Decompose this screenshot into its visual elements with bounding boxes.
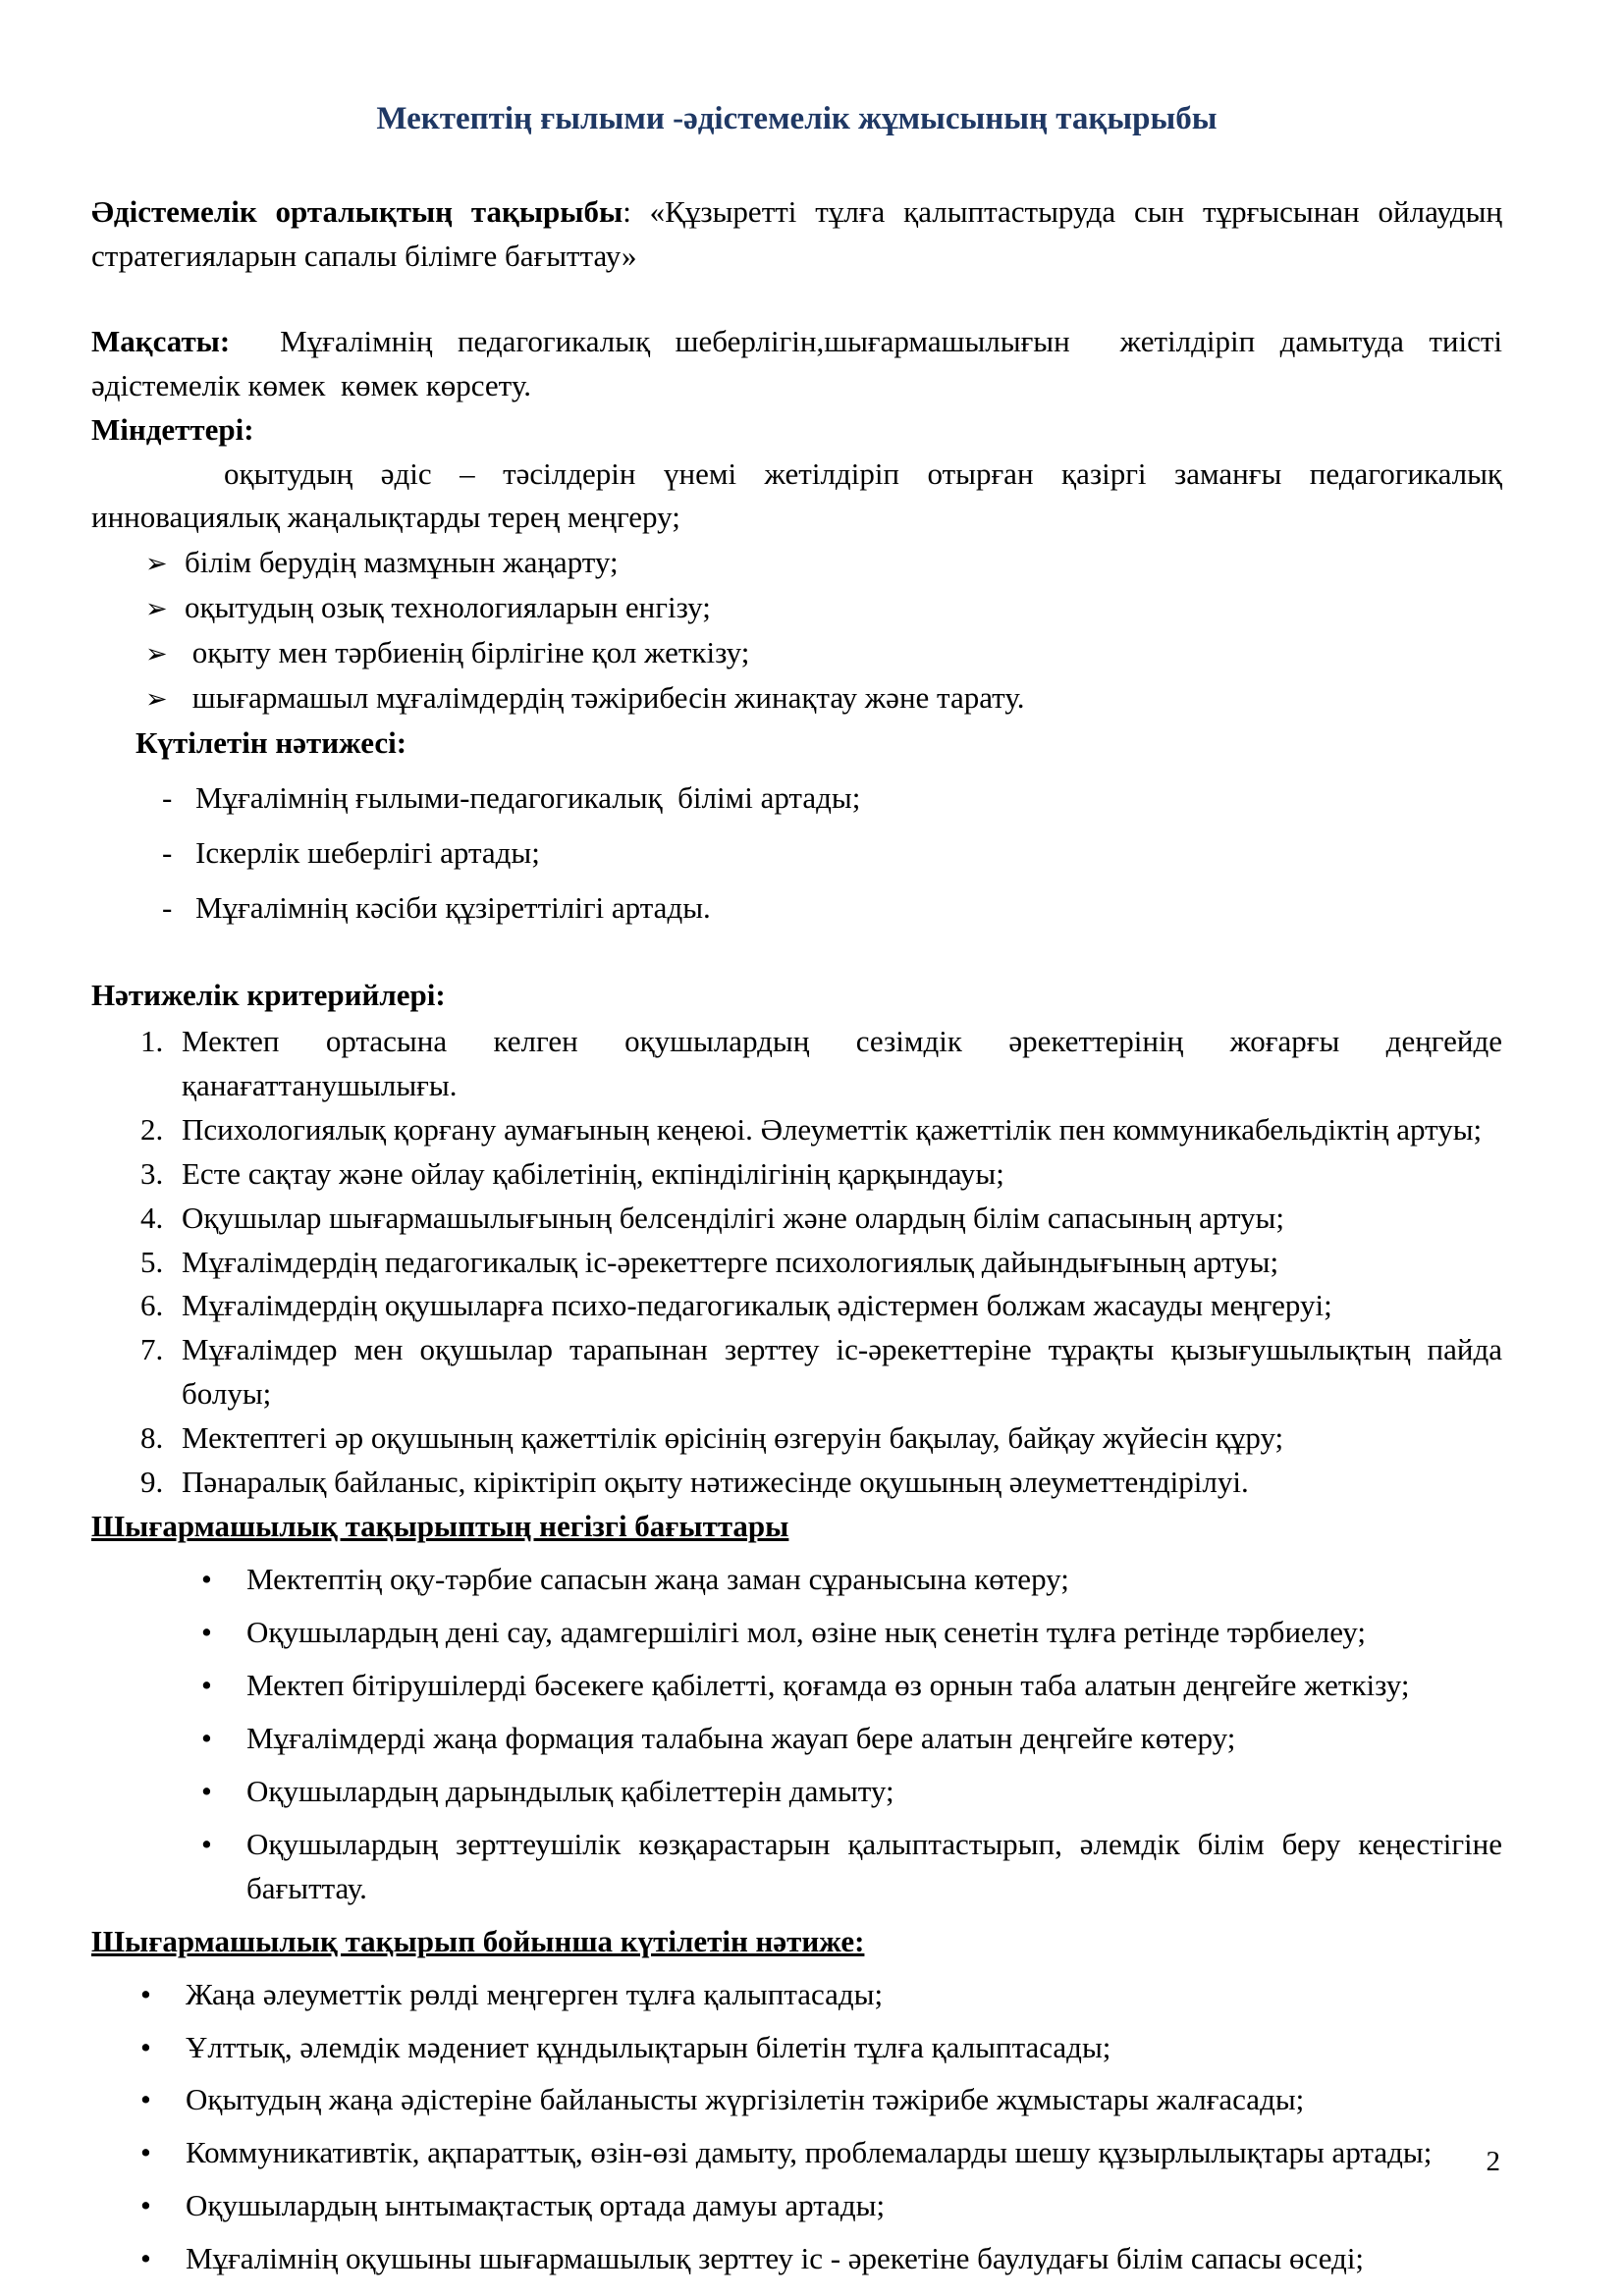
item-number: 5. <box>140 1244 164 1279</box>
list-item <box>140 1241 1502 1285</box>
page-title: Мектептің ғылыми -әдістемелік жұмысының тақырыбы <box>376 101 1218 136</box>
criteria-item-text: Есте сақтау және ойлау қабілетінің, екпінділігінің қарқындауы; <box>182 1155 1004 1191</box>
arrow-bullet-icon: ➢ <box>145 594 168 624</box>
tasks-intro-paragraph: оқытудың әдіс – тәсілдерін үнемі жетілдіріп отырған қазіргі заманғы педагогикалық инновациялық жаңалықтарды терең меңгеру; <box>91 455 1502 535</box>
list-item <box>140 2131 1502 2175</box>
methodical-center-paragraph <box>91 190 1510 279</box>
direction-item-text: Мұғалімдерді жаңа формация талабына жауап бере алатын деңгейге көтеру; <box>246 1720 1236 1755</box>
direction-item-text: Оқушылардың зерттеушілік көзқарастарын қалыптастырып, әлемдік білім беру кеңестігіне бағыттау. <box>246 1826 1510 1905</box>
dash-bullet-icon: - <box>162 835 173 871</box>
list-item <box>140 1152 1502 1197</box>
list-item <box>140 1108 1502 1152</box>
creative-item-text: Коммуникативтік, ақпараттық, өзін-өзі дамыту, проблемаларды шешу құзырлылықтары артады; <box>186 2135 1433 2170</box>
list-item <box>140 1461 1502 1505</box>
creative-item-text: Ұлттық, әлемдік мәдениет құндылықтарын білетін тұлға қалыптасады; <box>186 2029 1111 2064</box>
list-item <box>140 2078 1502 2122</box>
list-item <box>145 586 1502 630</box>
list-item <box>140 2237 1502 2281</box>
expected-result-label: Күтілетін нәтижесі: <box>135 725 407 761</box>
list-item <box>145 541 1502 585</box>
goal-label: Мақсаты: <box>91 323 231 358</box>
creative-item-text: Оқушылардың ынтымақтастық ортада дамуы артады; <box>186 2188 886 2223</box>
list-item <box>140 1973 1502 2017</box>
list-item <box>140 2026 1502 2070</box>
creative-item-text: Оқытудың жаңа әдістеріне байланысты жүргізілетін тәжірибе жұмыстары жалғасады; <box>186 2082 1305 2117</box>
list-item <box>140 1020 1510 1108</box>
list-item <box>201 1611 1502 1655</box>
round-bullet-icon: • <box>140 2029 151 2064</box>
task-item-text: білім берудің мазмұнын жаңарту; <box>185 545 619 580</box>
direction-item-text: Оқушылардың дені сау, адамгершілігі мол, өзіне нық сенетін тұлға ретінде тәрбиелеу; <box>246 1615 1366 1650</box>
expected-item-text: Мұғалімнің кәсіби құзіреттілігі артады. <box>195 889 711 925</box>
creative-item-text: Жаңа әлеуметтік рөлді меңгерген тұлға қалыптасады; <box>186 1976 884 2011</box>
list-item <box>140 1197 1502 1241</box>
direction-item-text: Мектептің оқу-тәрбие сапасын жаңа заман сұранысына көтеру; <box>246 1562 1069 1597</box>
list-item <box>145 631 1502 675</box>
task-item-text: шығармашыл мұғалімдердің тәжірибесін жинақтау және тарату. <box>185 680 1025 716</box>
creative-results-list <box>140 1973 1502 2282</box>
expected-result-list <box>162 776 1502 931</box>
round-bullet-icon: • <box>140 2188 151 2223</box>
list-item <box>140 2184 1502 2228</box>
task-item-text: оқыту мен тәрбиенің бірлігіне қол жеткізу; <box>185 635 750 670</box>
round-bullet-icon: • <box>140 2135 151 2170</box>
item-number: 9. <box>140 1465 164 1500</box>
round-bullet-icon: • <box>201 1667 212 1702</box>
creative-item-text: Мұғалімнің оқушыны шығармашылық зерттеу іс - әрекетіне баулудағы білім сапасы өседі; <box>186 2241 1365 2276</box>
round-bullet-icon: • <box>140 2241 151 2276</box>
goal-text: Мұғалімнің педагогикалық шеберлігін,шығармашылығын жетілдіріп дамытуда тиісті әдістемелік көмек көмек көрсету. <box>91 323 1510 402</box>
list-item <box>162 831 1502 876</box>
arrow-bullet-icon: ➢ <box>145 639 168 669</box>
list-item <box>140 1284 1502 1328</box>
criteria-label: Нәтижелік критерийлері: <box>91 977 446 1012</box>
methodical-center-text: : «Құзыретті тұлға қалыптастыруда сын тұрғысынан ойлаудың стратегияларын сапалы білімге бағыттау» <box>91 193 1510 273</box>
round-bullet-icon: • <box>201 1615 212 1650</box>
direction-item-text: Оқушылардың дарындылық қабілеттерін дамыту; <box>246 1773 894 1808</box>
directions-list <box>201 1558 1510 1911</box>
dash-bullet-icon: - <box>162 889 173 925</box>
goal-paragraph <box>91 320 1510 408</box>
task-item-text: оқытудың озық технологияларын енгізу; <box>185 590 711 625</box>
item-number: 7. <box>140 1332 164 1367</box>
expected-item-text: Іскерлік шеберлігі артады; <box>195 835 540 871</box>
list-item <box>162 886 1502 931</box>
item-number: 2. <box>140 1111 164 1147</box>
item-number: 1. <box>140 1023 164 1058</box>
tasks-list <box>145 541 1502 721</box>
arrow-bullet-icon: ➢ <box>145 684 168 715</box>
list-item <box>162 776 1502 821</box>
item-number: 4. <box>140 1200 164 1235</box>
list-item <box>201 1558 1502 1602</box>
directions-heading: Шығармашылық тақырыптың негізгі бағыттары <box>91 1509 789 1544</box>
round-bullet-icon: • <box>201 1773 212 1808</box>
item-number: 8. <box>140 1420 164 1456</box>
criteria-item-text: Мұғалімдердің педагогикалық іс-әрекеттерге психологиялық дайындығының артуы; <box>182 1244 1279 1279</box>
item-number: 6. <box>140 1288 164 1323</box>
criteria-list <box>140 1020 1510 1505</box>
page-number: 2 <box>1486 2145 1500 2177</box>
arrow-bullet-icon: ➢ <box>145 549 168 579</box>
expected-item-text: Мұғалімнің ғылыми-педагогикалық білімі артады; <box>195 780 861 816</box>
creative-results-heading: Шығармашылық тақырып бойынша күтілетін нәтиже: <box>91 1923 865 1958</box>
criteria-item-text: Пәнаралық байланыс, кіріктіріп оқыту нәтижесінде оқушының әлеуметтендірілуі. <box>182 1465 1249 1500</box>
round-bullet-icon: • <box>201 1720 212 1755</box>
criteria-item-text: Мұғалімдердің оқушыларға психо-педагогикалық әдістермен болжам жасауды меңгеруі; <box>182 1288 1332 1323</box>
list-item <box>201 1717 1502 1761</box>
criteria-item-text: Оқушылар шығармашылығының белсенділігі және олардың білім сапасының артуы; <box>182 1200 1284 1235</box>
criteria-item-text: Мектеп ортасына келген оқушылардың сезімдік әрекеттерінің жоғарғы деңгейде қанағаттанушылығы. <box>182 1023 1510 1102</box>
criteria-item-text: Психологиялық қорғану аумағының кеңеюі. Әлеуметтік қажеттілік пен коммуникабельдіктің артуы; <box>182 1111 1483 1147</box>
list-item <box>140 1328 1510 1416</box>
criteria-item-text: Мектептегі әр оқушының қажеттілік өрісінің өзгеруін бақылау, байқау жүйесін құру; <box>182 1420 1284 1456</box>
item-number: 3. <box>140 1155 164 1191</box>
round-bullet-icon: • <box>201 1562 212 1597</box>
methodical-center-label: Әдістемелік орталықтың тақырыбы <box>91 193 623 229</box>
direction-item-text: Мектеп бітірушілерді бәсекеге қабілетті, қоғамда өз орнын таба алатын деңгейге жеткізу; <box>246 1667 1410 1702</box>
list-item <box>140 1416 1502 1461</box>
round-bullet-icon: • <box>140 2082 151 2117</box>
round-bullet-icon: • <box>201 1826 212 1861</box>
tasks-label: Міндеттері: <box>91 411 254 447</box>
list-item <box>201 1770 1502 1814</box>
round-bullet-icon: • <box>140 1976 151 2011</box>
dash-bullet-icon: - <box>162 780 173 816</box>
list-item <box>201 1823 1510 1911</box>
list-item <box>145 676 1502 721</box>
criteria-item-text: Мұғалімдер мен оқушылар тарапынан зерттеу іс-әрекеттеріне тұрақты қызығушылықтың пайда болуы; <box>182 1332 1510 1412</box>
list-item <box>201 1664 1502 1708</box>
